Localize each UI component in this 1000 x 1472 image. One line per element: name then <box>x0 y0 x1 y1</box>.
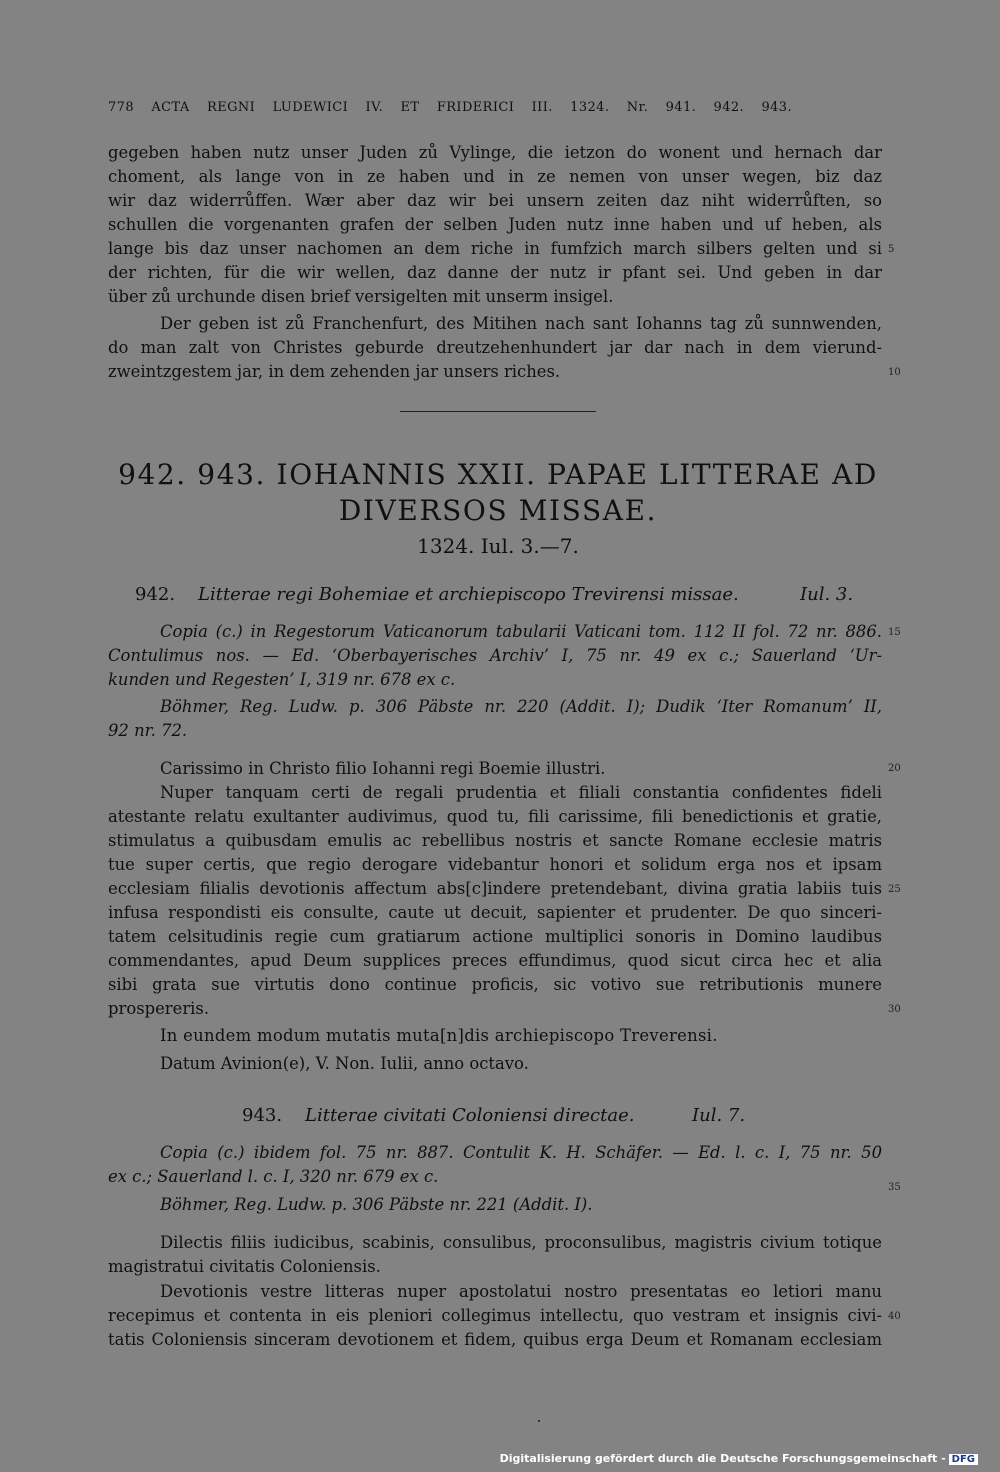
digitization-footer <box>500 1452 978 1465</box>
literature-line: Böhmer, Reg. Ludw. p. 306 Päbste nr. 220 (Addit. I); Dudik ‘Iter Romanum’ II, <box>160 697 882 716</box>
address-line: Carissimo in Christo filio Iohanni regi Boemie illustri. <box>160 759 606 778</box>
running-header <box>108 100 792 115</box>
address-line: Dilectis filiis iudicibus, scabinis, consulibus, proconsulibus, magistris civium totique <box>160 1233 882 1252</box>
footer-text: Digitalisierung gefördert durch die Deutsche Forschungsgemeinschaft - <box>499 1452 946 1465</box>
body-line: Nuper tanquam certi de regali prudentia et filiali constantia confidentes fideli <box>160 783 882 802</box>
margin-line-number: 20 <box>888 763 901 774</box>
margin-line-number: 40 <box>888 1311 901 1322</box>
margin-line-number: 30 <box>888 1004 901 1015</box>
section-divider <box>400 411 596 412</box>
doc-943-number: 943. <box>242 1105 283 1126</box>
main-title-line-2: DIVERSOS MISSAE. <box>338 494 658 527</box>
body-line: Devotionis vestre litteras nuper apostolatui nostro presentatas eo letiori manu <box>160 1282 882 1301</box>
address-line: magistratui civitatis Coloniensis. <box>108 1257 381 1276</box>
text-line: der richten, für die wir wellen, daz danne der nutz ir pfant sei. Und geben in dar <box>108 263 882 282</box>
text-line: schullen die vorgenanten grafen der selben Juden nutz inne haben und uf heben, als <box>108 215 882 234</box>
text-line: gegeben haben nutz unser Juden zů Vylinge, die ietzon do wonent und hernach dar <box>108 143 882 162</box>
body-line: tue super certis, que regio derogare videbantur honori et solidum erga nos et ipsam <box>108 855 882 874</box>
text-line: zweintzgestem jar, in dem zehenden jar unsers riches. <box>108 362 561 381</box>
datum-line: Datum Avinion(e), V. Non. Iulii, anno octavo. <box>160 1054 529 1073</box>
literature-line: 92 nr. 72. <box>108 721 188 740</box>
main-title-line-1: 942. 943. IOHANNIS XXII. PAPAE LITTERAE AD <box>118 458 878 491</box>
source-line: kunden und Regesten’ I, 319 nr. 678 ex c. <box>108 670 456 689</box>
source-line: ex c.; Sauerland l. c. I, 320 nr. 679 ex c. <box>108 1167 439 1186</box>
text-line: choment, als lange von in ze haben und in ze nemen von unser wegen, biz daz <box>108 167 882 186</box>
dfg-logo: DFG <box>949 1454 978 1465</box>
text-line: lange bis daz unser nachomen an dem riche in fumfzich march silbers gelten und si <box>108 239 882 258</box>
page-mark <box>538 1420 540 1422</box>
body-line: tatis Coloniensis sinceram devotionem et fidem, quibus erga Deum et Romanam ecclesiam <box>108 1330 882 1349</box>
source-line: Copia (c.) ibidem fol. 75 nr. 887. Contulit K. H. Schäfer. — Ed. l. c. I, 75 nr. 50 <box>160 1143 882 1162</box>
body-line: recepimus et contenta in eis pleniori collegimus intellectu, quo vestram et insignis civi- <box>108 1306 882 1325</box>
margin-line-number: 25 <box>888 884 901 895</box>
running-title: ACTA REGNI LUDEWICI IV. ET FRIDERICI III. 1324. Nr. 941. 942. 943. <box>151 100 792 115</box>
text-line: Der geben ist zů Franchenfurt, des Mitihen nach sant Iohanns tag zů sunnwenden, <box>160 314 882 333</box>
source-line: Copia (c.) in Regestorum Vaticanorum tabularii Vaticani tom. 112 II fol. 72 nr. 886. <box>160 622 882 641</box>
doc-943-heading: Litterae civitati Coloniensi directae. <box>305 1105 635 1126</box>
main-title-date: 1324. Iul. 3.—7. <box>417 534 579 558</box>
text-line: do man zalt von Christes geburde dreutzehenhundert jar dar nach in dem vierund- <box>108 338 882 357</box>
body-line: tatem celsitudinis regie cum gratiarum actione multiplici sonoris in Domino laudibus <box>108 927 882 946</box>
literature-line: Böhmer, Reg. Ludw. p. 306 Päbste nr. 221 (Addit. I). <box>160 1195 593 1214</box>
page-number: 778 <box>108 100 135 115</box>
margin-line-number: 5 <box>888 244 895 255</box>
doc-942-date: Iul. 3. <box>800 584 854 605</box>
body-line: infusa respondisti eis consulte, caute ut decuit, sapienter et prudenter. De quo sinceri- <box>108 903 882 922</box>
body-line: atestante relatu exultanter audivimus, quod tu, fili carissime, fili benedictionis et gratie, <box>108 807 882 826</box>
text-line: über zů urchunde disen brief versigelten mit unserm insigel. <box>108 287 614 306</box>
body-line: commendantes, apud Deum supplices preces effundimus, quod sicut circa hec et alia <box>108 951 882 970</box>
body-line: prospereris. <box>108 999 210 1018</box>
margin-line-number: 35 <box>888 1182 901 1193</box>
source-line: Contulimus nos. — Ed. ‘Oberbayerisches Archiv’ I, 75 nr. 49 ex c.; Sauerland ‘Ur- <box>108 646 882 665</box>
text-line: wir daz widerrůffen. Wær aber daz wir bei unsern zeiten daz niht widerrůften, so <box>108 191 882 210</box>
margin-line-number: 10 <box>888 367 901 378</box>
body-line: stimulatus a quibusdam emulis ac rebellibus nostris et sancte Romane ecclesie matris <box>108 831 882 850</box>
doc-942-number: 942. <box>135 584 176 605</box>
doc-942-heading: Litterae regi Bohemiae et archiepiscopo Trevirensi missae. <box>198 584 739 605</box>
doc-943-date: Iul. 7. <box>692 1105 746 1126</box>
body-line: sibi grata sue virtutis dono continue proficis, sic votivo sue retributionis munere <box>108 975 882 994</box>
margin-line-number: 15 <box>888 627 901 638</box>
eundem-line: In eundem modum mutatis muta[n]dis archiepiscopo Treverensi. <box>160 1026 718 1045</box>
body-line: ecclesiam filialis devotionis affectum abs[c]indere pretendebant, divina gratia labiis tuis <box>108 879 882 898</box>
